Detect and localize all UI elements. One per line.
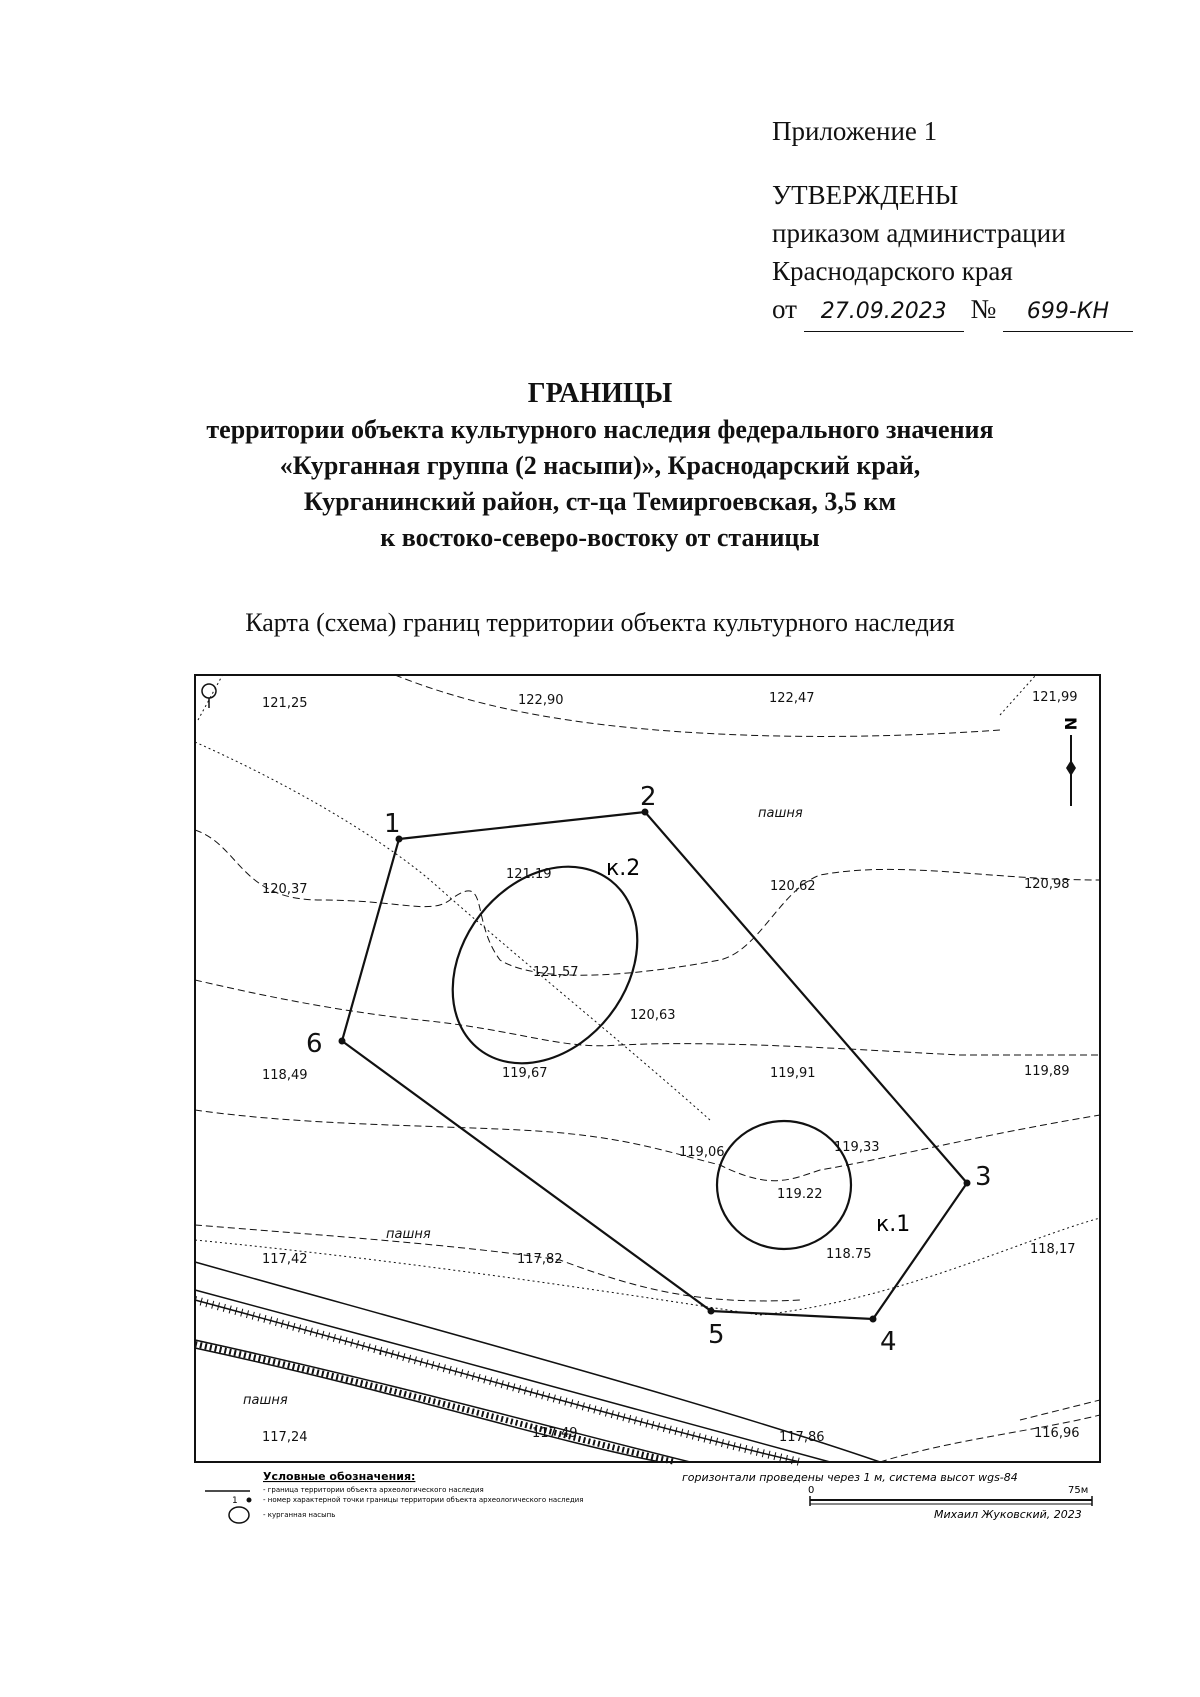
svg-text:N: N (1061, 717, 1080, 731)
elevation-mark: 117,42 (262, 1252, 308, 1267)
legend-title: Условные обозначения: (263, 1470, 416, 1483)
legend-point-symbol: 1 (232, 1496, 238, 1506)
dirt-road (195, 742, 710, 1120)
elevation-mark: 122,47 (769, 691, 815, 706)
elevation-mark: 119.22 (777, 1187, 823, 1202)
elevation-mark: 120,63 (630, 1008, 676, 1023)
order-line-2: Краснодарского края (772, 256, 1013, 286)
title-line-3: Курганинский район, ст-ца Темиргоевская, 3,5 км (303, 487, 897, 516)
elevation-mark: 119,06 (679, 1145, 725, 1160)
land-label: пашня (386, 1227, 431, 1242)
title-line-4: к востоко-северо-востоку от станицы (380, 523, 820, 552)
boundary-points (339, 809, 971, 1323)
approved-label: УТВЕРЖДЕНЫ (772, 180, 959, 210)
point-label: 1 (384, 809, 401, 839)
number-label: № (970, 294, 997, 324)
elevation-mark: 119,33 (834, 1140, 880, 1155)
elevation-mark: 118.75 (826, 1247, 872, 1262)
point-label: 3 (975, 1162, 992, 1192)
elevation-mark: 122,90 (518, 693, 564, 708)
elevation-mark: 121,57 (533, 965, 579, 980)
elevation-mark: 119,91 (770, 1066, 816, 1081)
elevation-mark: 118,49 (262, 1068, 308, 1083)
elevation-mark: 117,86 (779, 1430, 825, 1445)
land-label: пашня (243, 1393, 288, 1408)
elevation-mark: 119,89 (1024, 1064, 1070, 1079)
legend-item: - курганная насыпь (263, 1511, 336, 1519)
point-label: 5 (708, 1320, 725, 1350)
elevation-mark: 117,24 (262, 1430, 308, 1445)
order-line-1: приказом администрации (772, 218, 1066, 248)
point-label: 2 (640, 782, 657, 812)
elevation-mark: 118,17 (1030, 1242, 1076, 1257)
contour-note: горизонтали проведены через 1 м, система высот wgs-84 (682, 1471, 1018, 1484)
author-note: Михаил Жуковский, 2023 (934, 1508, 1082, 1521)
scale-bar (808, 1485, 1092, 1506)
kurgan-label: к.1 (876, 1212, 911, 1237)
north-arrow-icon (1061, 717, 1080, 806)
elevation-mark: 120,98 (1024, 877, 1070, 892)
order-number: 699-КН (1003, 293, 1133, 332)
title-line-2: «Курганная группа (2 насыпи)», Краснодарский край, (279, 451, 921, 480)
kurgan-label: к.2 (606, 856, 641, 881)
legend-kurgan-symbol (229, 1507, 249, 1523)
elevation-mark: 120,37 (262, 882, 308, 897)
dirt-road (1000, 676, 1035, 715)
order-date: 27.09.2023 (804, 293, 964, 332)
elevation-mark: 119,67 (502, 1066, 548, 1081)
from-label: от (772, 294, 797, 324)
tree-icon (202, 684, 216, 708)
svg-text:75м: 75м (1068, 1485, 1089, 1496)
elevation-mark: 116,96 (1034, 1426, 1080, 1441)
kurgan-mound (717, 1121, 851, 1249)
elevation-mark: 121,25 (262, 696, 308, 711)
legend-item: - номер характерной точки границы территории объекта археологического наследия (263, 1496, 584, 1504)
elevation-mark: 117,82 (517, 1252, 563, 1267)
annex-label: Приложение 1 (772, 116, 938, 146)
point-label: 6 (306, 1029, 323, 1059)
land-label: пашня (758, 806, 803, 821)
legend-item: - граница территории объекта археологического наследия (263, 1486, 484, 1494)
map-title: Карта (схема) границ территории объекта культурного наследия (245, 608, 955, 637)
svg-text:0: 0 (808, 1485, 815, 1496)
elevation-mark: 121,99 (1032, 690, 1078, 705)
elevation-mark: 117,49 (532, 1426, 578, 1441)
elevation-mark: 120,62 (770, 879, 816, 894)
heritage-boundary (342, 812, 967, 1319)
title-line-1: территории объекта культурного наследия федерального значения (206, 415, 994, 444)
legend (205, 1470, 583, 1523)
point-label: 4 (880, 1327, 897, 1357)
dirt-road (198, 676, 222, 720)
elevation-mark: 121.19 (506, 867, 552, 882)
title-main: ГРАНИЦЫ (527, 378, 673, 409)
